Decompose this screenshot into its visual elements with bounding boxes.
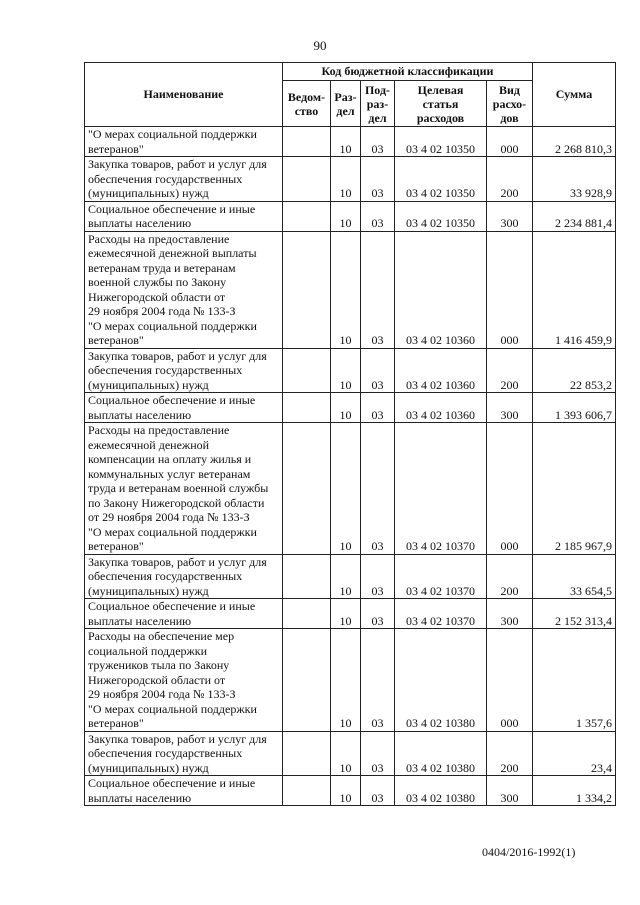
row-podrazdel: 03 (361, 423, 395, 555)
table-row (85, 423, 616, 555)
budget-table (84, 62, 616, 806)
row-summa: 23,4 (533, 731, 616, 776)
row-razdel: 10 (331, 776, 361, 806)
row-summa: 33 654,5 (533, 554, 616, 599)
row-vid: 200 (487, 554, 533, 599)
row-celevaya: 03 4 02 10370 (395, 554, 487, 599)
row-razdel: 10 (331, 423, 361, 555)
page-number: 90 (313, 38, 327, 53)
row-name: Социальное обеспечение и иные выплаты населению (85, 776, 283, 806)
row-summa: 33 928,9 (533, 157, 616, 202)
table-row (85, 731, 616, 776)
table-row (85, 776, 616, 806)
row-razdel: 10 (331, 348, 361, 393)
row-razdel: 10 (331, 393, 361, 423)
header-name: Наименование (85, 63, 283, 127)
row-vedomstvo (283, 423, 331, 555)
row-podrazdel: 03 (361, 231, 395, 348)
row-name: Закупка товаров, работ и услуг для обеспечения государственных (муниципальных) нужд (85, 554, 283, 599)
row-celevaya: 03 4 02 10350 (395, 127, 487, 157)
row-name: Расходы на предоставление ежемесячной денежной выплаты ветеранам труда и ветеранам военной службы по Закону Нижегородской области от 29 ноября 2004 года № 133-З "О мерах социальной поддержки ветеранов" (85, 231, 283, 348)
row-razdel: 10 (331, 599, 361, 629)
row-podrazdel: 03 (361, 201, 395, 231)
row-summa: 2 234 881,4 (533, 201, 616, 231)
table-row (85, 629, 616, 732)
header-summa: Сумма (533, 63, 616, 127)
row-vid: 200 (487, 157, 533, 202)
header-vedomstvo: Ведом- ство (283, 81, 331, 127)
row-name: Закупка товаров, работ и услуг для обеспечения государственных (муниципальных) нужд (85, 731, 283, 776)
row-razdel: 10 (331, 201, 361, 231)
row-celevaya: 03 4 02 10350 (395, 157, 487, 202)
row-celevaya: 03 4 02 10360 (395, 348, 487, 393)
row-summa: 1 416 459,9 (533, 231, 616, 348)
row-razdel: 10 (331, 629, 361, 732)
row-podrazdel: 03 (361, 157, 395, 202)
table-row (85, 201, 616, 231)
row-vid: 300 (487, 393, 533, 423)
row-name: Закупка товаров, работ и услуг для обеспечения государственных (муниципальных) нужд (85, 348, 283, 393)
table-row (85, 393, 616, 423)
row-celevaya: 03 4 02 10380 (395, 731, 487, 776)
header-celevaya: Целевая статья расходов (395, 81, 487, 127)
row-name: Расходы на обеспечение мер социальной поддержки тружеников тыла по Закону Нижегородской области от 29 ноября 2004 года № 133-З "О мерах социальной поддержки ветеранов" (85, 629, 283, 732)
row-name: Закупка товаров, работ и услуг для обеспечения государственных (муниципальных) нужд (85, 157, 283, 202)
row-vedomstvo (283, 629, 331, 732)
row-summa: 1 357,6 (533, 629, 616, 732)
row-podrazdel: 03 (361, 554, 395, 599)
table-row (85, 157, 616, 202)
row-vid: 300 (487, 599, 533, 629)
header-podrazdel: Под- раз- дел (361, 81, 395, 127)
row-vedomstvo (283, 776, 331, 806)
document-code: 0404/2016-1992(1) (482, 845, 576, 859)
header-code-group: Код бюджетной классификации (283, 63, 533, 81)
row-vedomstvo (283, 127, 331, 157)
row-vedomstvo (283, 393, 331, 423)
row-summa: 2 268 810,3 (533, 127, 616, 157)
row-summa: 2 185 967,9 (533, 423, 616, 555)
row-vid: 300 (487, 776, 533, 806)
row-name: Социальное обеспечение и иные выплаты населению (85, 201, 283, 231)
row-podrazdel: 03 (361, 731, 395, 776)
row-vedomstvo (283, 599, 331, 629)
table-row (85, 599, 616, 629)
row-vid: 300 (487, 201, 533, 231)
table-row (85, 231, 616, 348)
row-summa: 2 152 313,4 (533, 599, 616, 629)
row-vedomstvo (283, 731, 331, 776)
row-vid: 200 (487, 731, 533, 776)
row-celevaya: 03 4 02 10360 (395, 393, 487, 423)
row-podrazdel: 03 (361, 776, 395, 806)
row-podrazdel: 03 (361, 599, 395, 629)
row-summa: 22 853,2 (533, 348, 616, 393)
row-vedomstvo (283, 201, 331, 231)
table-row (85, 127, 616, 157)
row-celevaya: 03 4 02 10380 (395, 629, 487, 732)
header-vid: Вид расхо- дов (487, 81, 533, 127)
row-name: "О мерах социальной поддержки ветеранов" (85, 127, 283, 157)
row-vedomstvo (283, 348, 331, 393)
row-name: Социальное обеспечение и иные выплаты населению (85, 599, 283, 629)
row-podrazdel: 03 (361, 629, 395, 732)
row-podrazdel: 03 (361, 127, 395, 157)
row-razdel: 10 (331, 127, 361, 157)
row-name: Социальное обеспечение и иные выплаты населению (85, 393, 283, 423)
row-celevaya: 03 4 02 10360 (395, 231, 487, 348)
row-razdel: 10 (331, 554, 361, 599)
row-vid: 000 (487, 127, 533, 157)
row-name: Расходы на предоставление ежемесячной денежной компенсации на оплату жилья и коммунальных услуг ветеранам труда и ветеранам военной службы по Закону Нижегородской области от 29 ноября 2004 года № 133-З "О мерах социальной поддержки ветеранов" (85, 423, 283, 555)
row-summa: 1 334,2 (533, 776, 616, 806)
row-vid: 000 (487, 231, 533, 348)
table-row (85, 348, 616, 393)
row-vid: 200 (487, 348, 533, 393)
row-razdel: 10 (331, 231, 361, 348)
row-celevaya: 03 4 02 10370 (395, 423, 487, 555)
table-body (85, 127, 616, 806)
row-vedomstvo (283, 231, 331, 348)
row-razdel: 10 (331, 731, 361, 776)
row-vedomstvo (283, 157, 331, 202)
header-razdel: Раз- дел (331, 81, 361, 127)
row-podrazdel: 03 (361, 348, 395, 393)
row-summa: 1 393 606,7 (533, 393, 616, 423)
row-vedomstvo (283, 554, 331, 599)
table-row (85, 554, 616, 599)
row-podrazdel: 03 (361, 393, 395, 423)
row-razdel: 10 (331, 157, 361, 202)
row-celevaya: 03 4 02 10350 (395, 201, 487, 231)
row-celevaya: 03 4 02 10380 (395, 776, 487, 806)
row-celevaya: 03 4 02 10370 (395, 599, 487, 629)
row-vid: 000 (487, 423, 533, 555)
row-vid: 000 (487, 629, 533, 732)
